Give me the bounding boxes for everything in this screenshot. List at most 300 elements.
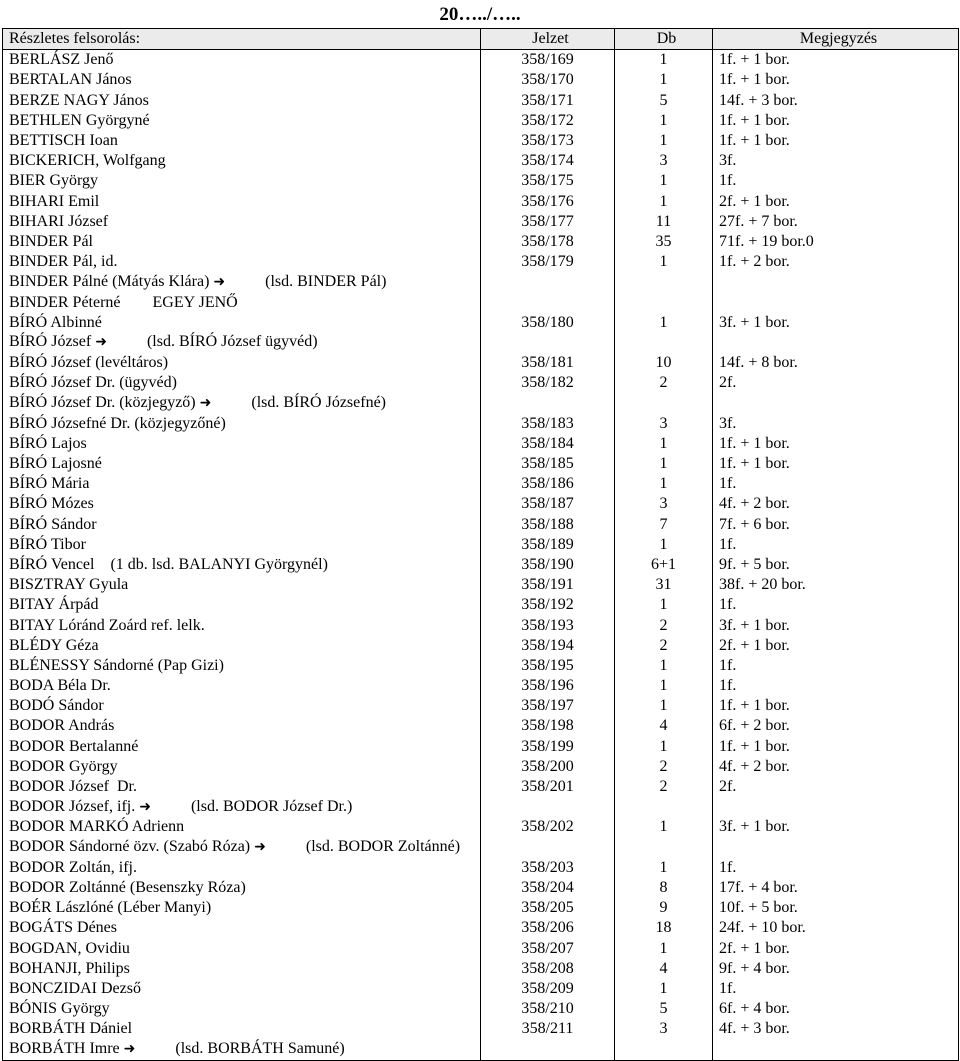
cell-name bbox=[3, 716, 481, 736]
table-row bbox=[3, 232, 959, 252]
cell-name bbox=[3, 111, 481, 131]
cell-megjegyzes bbox=[713, 1039, 959, 1060]
table-row bbox=[3, 1019, 959, 1039]
entry-name: BICKERICH, Wolfgang bbox=[9, 152, 166, 170]
cell-jelzet: 358/206 bbox=[481, 918, 615, 938]
table-row bbox=[3, 131, 959, 151]
table-row bbox=[3, 494, 959, 514]
entry-name: BINDER Pál, id. bbox=[9, 253, 118, 271]
cell-db: 4 bbox=[615, 959, 713, 979]
cell-db bbox=[615, 838, 713, 858]
cell-name bbox=[3, 938, 481, 958]
cell-megjegyzes: 4f. + 2 bor. bbox=[713, 757, 959, 777]
cell-megjegyzes: 1f. + 1 bor. bbox=[713, 434, 959, 454]
cell-db: 1 bbox=[615, 676, 713, 696]
arrow-right-icon: ➜ bbox=[213, 274, 226, 290]
cell-name bbox=[3, 1039, 481, 1060]
cell-megjegyzes: 24f. + 10 bor. bbox=[713, 918, 959, 938]
table-row bbox=[3, 797, 959, 817]
entry-name: BERTALAN János bbox=[9, 71, 132, 89]
cell-db: 11 bbox=[615, 212, 713, 232]
cell-jelzet: 358/184 bbox=[481, 434, 615, 454]
cross-reference: (lsd. BÍRÓ József ügyvéd) bbox=[146, 333, 318, 351]
cell-name bbox=[3, 434, 481, 454]
table-row bbox=[3, 111, 959, 131]
cell-name bbox=[3, 192, 481, 212]
cell-jelzet bbox=[481, 292, 615, 312]
cell-megjegyzes: 14f. + 8 bor. bbox=[713, 353, 959, 373]
cell-megjegyzes: 7f. + 6 bor. bbox=[713, 515, 959, 535]
cell-db: 2 bbox=[615, 615, 713, 635]
cell-name bbox=[3, 656, 481, 676]
arrow-right-icon: ➜ bbox=[254, 840, 266, 856]
cell-name bbox=[3, 212, 481, 232]
table-row bbox=[3, 434, 959, 454]
table-row bbox=[3, 555, 959, 575]
cell-megjegyzes: 1f. + 1 bor. bbox=[713, 454, 959, 474]
table-row bbox=[3, 313, 959, 333]
cell-name bbox=[3, 131, 481, 151]
cell-jelzet: 358/201 bbox=[481, 777, 615, 797]
entry-name: BETTISCH Ioan bbox=[9, 132, 118, 150]
cell-jelzet: 358/199 bbox=[481, 737, 615, 757]
cell-name bbox=[3, 777, 481, 797]
entry-name: BIHARI József bbox=[9, 212, 109, 230]
cell-name bbox=[3, 171, 481, 191]
cell-db: 1 bbox=[615, 979, 713, 999]
cell-db: 1 bbox=[615, 192, 713, 212]
cell-jelzet: 358/205 bbox=[481, 898, 615, 918]
cell-megjegyzes: 1f. + 1 bor. bbox=[713, 70, 959, 90]
table-row bbox=[3, 212, 959, 232]
table-row bbox=[3, 151, 959, 171]
entry-name: BINDER Pálné (Mátyás Klára) bbox=[9, 272, 210, 290]
cell-megjegyzes: 1f. bbox=[713, 858, 959, 878]
cell-megjegyzes: 2f. bbox=[713, 777, 959, 797]
cell-name bbox=[3, 918, 481, 938]
arrow-right-icon: ➜ bbox=[199, 395, 212, 411]
table-row bbox=[3, 636, 959, 656]
cell-name bbox=[3, 676, 481, 696]
cell-name bbox=[3, 575, 481, 595]
inventory-table bbox=[2, 28, 959, 1061]
cell-name bbox=[3, 636, 481, 656]
table-row bbox=[3, 878, 959, 898]
page-year-heading: 20…../….. bbox=[439, 4, 521, 25]
cell-megjegyzes: 2f. bbox=[713, 373, 959, 393]
entry-name: BÍRÓ Lajos bbox=[9, 434, 87, 452]
entry-name: BINDER Péterné EGEY JENŐ bbox=[9, 293, 238, 311]
cell-name bbox=[3, 555, 481, 575]
cell-name bbox=[3, 494, 481, 514]
table-row bbox=[3, 696, 959, 716]
table-row bbox=[3, 171, 959, 191]
cell-jelzet: 358/202 bbox=[481, 817, 615, 837]
cell-jelzet: 358/190 bbox=[481, 555, 615, 575]
table-row bbox=[3, 858, 959, 878]
cell-db: 1 bbox=[615, 171, 713, 191]
cell-db: 18 bbox=[615, 918, 713, 938]
entry-name: BODOR András bbox=[9, 717, 115, 735]
cell-db bbox=[615, 797, 713, 817]
entry-name: BODOR Bertalanné bbox=[9, 737, 139, 755]
cell-db: 1 bbox=[615, 696, 713, 716]
cell-megjegyzes: 1f. bbox=[713, 595, 959, 615]
cell-jelzet: 358/197 bbox=[481, 696, 615, 716]
cell-db: 1 bbox=[615, 737, 713, 757]
entry-name: BODOR József Dr. bbox=[9, 778, 137, 796]
cell-db: 1 bbox=[615, 474, 713, 494]
entry-name: BÍRÓ Lajosné bbox=[9, 455, 102, 473]
cell-jelzet bbox=[481, 272, 615, 292]
table-row bbox=[3, 70, 959, 90]
cell-megjegyzes: 9f. + 5 bor. bbox=[713, 555, 959, 575]
cell-db: 3 bbox=[615, 1019, 713, 1039]
cell-megjegyzes: 2f. + 1 bor. bbox=[713, 636, 959, 656]
cell-megjegyzes: 2f. + 1 bor. bbox=[713, 938, 959, 958]
cell-name bbox=[3, 838, 481, 858]
cell-jelzet: 358/177 bbox=[481, 212, 615, 232]
entry-name: BODÓ Sándor bbox=[9, 697, 104, 715]
entry-name: BISZTRAY Gyula bbox=[9, 576, 129, 594]
cell-name bbox=[3, 817, 481, 837]
entry-name: BORBÁTH Imre bbox=[9, 1039, 120, 1057]
entry-name: BODOR Sándorné özv. (Szabó Róza) bbox=[9, 838, 251, 856]
table-row bbox=[3, 454, 959, 474]
cell-db bbox=[615, 393, 713, 413]
cell-megjegyzes bbox=[713, 393, 959, 413]
cell-jelzet: 358/178 bbox=[481, 232, 615, 252]
cross-reference: (lsd. BODOR Zoltánné) bbox=[305, 838, 461, 856]
cell-name bbox=[3, 333, 481, 353]
cell-db: 4 bbox=[615, 716, 713, 736]
cell-megjegyzes: 27f. + 7 bor. bbox=[713, 212, 959, 232]
cell-jelzet: 358/183 bbox=[481, 414, 615, 434]
cross-reference: (lsd. BÍRÓ Józsefné) bbox=[251, 393, 386, 411]
cell-db: 1 bbox=[615, 131, 713, 151]
cell-name bbox=[3, 272, 481, 292]
entry-name: BÍRÓ József bbox=[9, 333, 92, 351]
cell-megjegyzes: 1f. bbox=[713, 535, 959, 555]
cell-db: 9 bbox=[615, 898, 713, 918]
cell-megjegyzes: 1f. + 1 bor. bbox=[713, 50, 959, 71]
cell-jelzet: 358/172 bbox=[481, 111, 615, 131]
cross-reference: (lsd. BINDER Pál) bbox=[265, 272, 387, 290]
table-row bbox=[3, 292, 959, 312]
cell-jelzet: 358/173 bbox=[481, 131, 615, 151]
cell-jelzet: 358/187 bbox=[481, 494, 615, 514]
cell-name bbox=[3, 797, 481, 817]
cell-megjegyzes: 1f. + 1 bor. bbox=[713, 696, 959, 716]
entry-name: BOGÁTS Dénes bbox=[9, 919, 117, 937]
cell-jelzet: 358/179 bbox=[481, 252, 615, 272]
cell-db: 7 bbox=[615, 515, 713, 535]
cell-name bbox=[3, 615, 481, 635]
cell-name bbox=[3, 414, 481, 434]
cell-db: 1 bbox=[615, 50, 713, 71]
table-row bbox=[3, 373, 959, 393]
cell-db: 1 bbox=[615, 111, 713, 131]
cell-jelzet: 358/180 bbox=[481, 313, 615, 333]
arrow-right-icon: ➜ bbox=[139, 799, 151, 815]
entry-name: BÍRÓ Albinné bbox=[9, 313, 102, 331]
table-row bbox=[3, 595, 959, 615]
table-row bbox=[3, 959, 959, 979]
entry-name: BORBÁTH Dániel bbox=[9, 1020, 133, 1038]
table-row bbox=[3, 716, 959, 736]
cell-db: 3 bbox=[615, 494, 713, 514]
cell-jelzet: 358/195 bbox=[481, 656, 615, 676]
table-row bbox=[3, 615, 959, 635]
entry-name: BODOR József, ifj. bbox=[9, 797, 136, 815]
entry-name: BLÉDY Géza bbox=[9, 636, 99, 654]
entry-name: BETHLEN Györgyné bbox=[9, 111, 150, 129]
cell-name bbox=[3, 70, 481, 90]
cell-jelzet: 358/182 bbox=[481, 373, 615, 393]
cell-jelzet: 358/203 bbox=[481, 858, 615, 878]
table-row bbox=[3, 515, 959, 535]
table-row bbox=[3, 393, 959, 413]
cell-name bbox=[3, 292, 481, 312]
table-row bbox=[3, 474, 959, 494]
cell-megjegyzes: 3f. + 1 bor. bbox=[713, 313, 959, 333]
entry-name: BÍRÓ Tibor bbox=[9, 535, 86, 553]
cell-name bbox=[3, 737, 481, 757]
table-header bbox=[3, 29, 959, 50]
table-row bbox=[3, 414, 959, 434]
cell-megjegyzes: 3f. bbox=[713, 151, 959, 171]
cell-jelzet: 358/176 bbox=[481, 192, 615, 212]
table-row bbox=[3, 333, 959, 353]
cell-name bbox=[3, 393, 481, 413]
cell-name bbox=[3, 1019, 481, 1039]
cell-jelzet: 358/194 bbox=[481, 636, 615, 656]
table-row bbox=[3, 272, 959, 292]
cell-megjegyzes: 1f. bbox=[713, 676, 959, 696]
cross-reference: (lsd. BORBÁTH Samuné) bbox=[175, 1039, 345, 1057]
entry-name: BÍRÓ Józsefné Dr. (közjegyzőné) bbox=[9, 414, 226, 432]
cell-jelzet: 358/174 bbox=[481, 151, 615, 171]
cell-megjegyzes bbox=[713, 838, 959, 858]
table-row bbox=[3, 938, 959, 958]
cell-db: 1 bbox=[615, 434, 713, 454]
cell-jelzet: 358/171 bbox=[481, 91, 615, 111]
table-row bbox=[3, 918, 959, 938]
table-row bbox=[3, 999, 959, 1019]
entry-name: BODOR Zoltán, ifj. bbox=[9, 858, 137, 876]
table-row bbox=[3, 777, 959, 797]
table-row bbox=[3, 979, 959, 999]
cell-name bbox=[3, 91, 481, 111]
cell-name bbox=[3, 959, 481, 979]
cell-db: 5 bbox=[615, 999, 713, 1019]
cell-db: 1 bbox=[615, 252, 713, 272]
table-row bbox=[3, 1039, 959, 1060]
cell-db: 1 bbox=[615, 938, 713, 958]
cell-name bbox=[3, 313, 481, 333]
cell-db: 1 bbox=[615, 313, 713, 333]
entry-name: BÍRÓ Vencel (1 db. lsd. BALANYI Györgynél) bbox=[9, 555, 328, 573]
cell-name bbox=[3, 757, 481, 777]
cell-megjegyzes: 1f. bbox=[713, 474, 959, 494]
table-row bbox=[3, 535, 959, 555]
table-row bbox=[3, 353, 959, 373]
cell-jelzet: 358/207 bbox=[481, 938, 615, 958]
cell-db: 3 bbox=[615, 414, 713, 434]
cell-db: 8 bbox=[615, 878, 713, 898]
entry-name: BERZE NAGY János bbox=[9, 91, 149, 109]
cell-name bbox=[3, 696, 481, 716]
cell-db: 2 bbox=[615, 636, 713, 656]
cell-name bbox=[3, 373, 481, 393]
table-row bbox=[3, 838, 959, 858]
cell-jelzet: 358/200 bbox=[481, 757, 615, 777]
entry-name: BODA Béla Dr. bbox=[9, 677, 111, 695]
cell-db: 31 bbox=[615, 575, 713, 595]
column-header-jelzet: Jelzet bbox=[481, 29, 615, 50]
cell-megjegyzes: 1f. + 1 bor. bbox=[713, 111, 959, 131]
entry-name: BÓNIS György bbox=[9, 1000, 110, 1018]
cell-db bbox=[615, 1039, 713, 1060]
entry-name: BODOR Zoltánné (Besenszky Róza) bbox=[9, 878, 246, 896]
entry-name: BERLÁSZ Jenő bbox=[9, 51, 114, 69]
cell-jelzet: 358/204 bbox=[481, 878, 615, 898]
cell-db: 1 bbox=[615, 70, 713, 90]
entry-name: BOGDAN, Ovidiu bbox=[9, 939, 130, 957]
table-row bbox=[3, 676, 959, 696]
table-row bbox=[3, 575, 959, 595]
cell-name bbox=[3, 252, 481, 272]
cell-megjegyzes: 3f. + 1 bor. bbox=[713, 615, 959, 635]
arrow-right-icon: ➜ bbox=[95, 335, 107, 351]
entry-name: BÍRÓ Mózes bbox=[9, 495, 94, 513]
cell-megjegyzes: 4f. + 3 bor. bbox=[713, 1019, 959, 1039]
cell-megjegyzes: 1f. bbox=[713, 979, 959, 999]
cell-megjegyzes: 3f. bbox=[713, 414, 959, 434]
arrow-right-icon: ➜ bbox=[123, 1041, 136, 1057]
cell-jelzet bbox=[481, 1039, 615, 1060]
cell-megjegyzes: 6f. + 2 bor. bbox=[713, 716, 959, 736]
cell-db: 2 bbox=[615, 757, 713, 777]
entry-name: BOÉR Lászlóné (Léber Manyi) bbox=[9, 899, 212, 917]
cell-name bbox=[3, 979, 481, 999]
cell-name bbox=[3, 353, 481, 373]
column-header-megjegyzes: Megjegyzés bbox=[713, 29, 959, 50]
entry-name: BONCZIDAI Dezső bbox=[9, 979, 141, 997]
cell-jelzet bbox=[481, 797, 615, 817]
cell-megjegyzes: 1f. + 1 bor. bbox=[713, 131, 959, 151]
cell-jelzet: 358/208 bbox=[481, 959, 615, 979]
cell-name bbox=[3, 151, 481, 171]
entry-name: BODOR MARKÓ Adrienn bbox=[9, 818, 185, 836]
cell-megjegyzes: 1f. + 1 bor. bbox=[713, 737, 959, 757]
cell-megjegyzes bbox=[713, 333, 959, 353]
cell-jelzet: 358/196 bbox=[481, 676, 615, 696]
cell-db: 10 bbox=[615, 353, 713, 373]
table-row bbox=[3, 91, 959, 111]
cell-db: 1 bbox=[615, 535, 713, 555]
cell-db bbox=[615, 272, 713, 292]
entry-name: BINDER Pál bbox=[9, 232, 93, 250]
cell-megjegyzes: 10f. + 5 bor. bbox=[713, 898, 959, 918]
entry-name: BÍRÓ József Dr. (közjegyző) bbox=[9, 393, 196, 411]
cell-megjegyzes bbox=[713, 797, 959, 817]
cell-db: 1 bbox=[615, 817, 713, 837]
cell-jelzet: 358/185 bbox=[481, 454, 615, 474]
cell-jelzet: 358/170 bbox=[481, 70, 615, 90]
cell-jelzet: 358/181 bbox=[481, 353, 615, 373]
cell-megjegyzes: 9f. + 4 bor. bbox=[713, 959, 959, 979]
cell-megjegyzes: 2f. + 1 bor. bbox=[713, 192, 959, 212]
cell-megjegyzes: 38f. + 20 bor. bbox=[713, 575, 959, 595]
cell-jelzet: 358/175 bbox=[481, 171, 615, 191]
cell-megjegyzes bbox=[713, 292, 959, 312]
table-body bbox=[3, 50, 959, 1060]
cell-db: 1 bbox=[615, 454, 713, 474]
table-row bbox=[3, 737, 959, 757]
entry-name: BOHANJI, Philips bbox=[9, 959, 130, 977]
table-row bbox=[3, 898, 959, 918]
cell-db: 5 bbox=[615, 91, 713, 111]
cell-name bbox=[3, 999, 481, 1019]
entry-name: BIER György bbox=[9, 172, 99, 190]
cell-name bbox=[3, 474, 481, 494]
cell-megjegyzes: 71f. + 19 bor.0 bbox=[713, 232, 959, 252]
cell-megjegyzes bbox=[713, 272, 959, 292]
entry-name: BÍRÓ József (levéltáros) bbox=[9, 354, 169, 372]
cell-megjegyzes: 3f. + 1 bor. bbox=[713, 817, 959, 837]
cell-db: 2 bbox=[615, 373, 713, 393]
cell-db: 3 bbox=[615, 151, 713, 171]
table-row bbox=[3, 757, 959, 777]
cell-megjegyzes: 4f. + 2 bor. bbox=[713, 494, 959, 514]
cell-name bbox=[3, 50, 481, 71]
table-row bbox=[3, 252, 959, 272]
entry-name: BITAY Árpád bbox=[9, 596, 99, 614]
cell-name bbox=[3, 898, 481, 918]
cell-name bbox=[3, 858, 481, 878]
cell-name bbox=[3, 515, 481, 535]
cell-megjegyzes: 14f. + 3 bor. bbox=[713, 91, 959, 111]
cell-db: 1 bbox=[615, 656, 713, 676]
cell-db bbox=[615, 292, 713, 312]
table-row bbox=[3, 817, 959, 837]
cross-reference: (lsd. BODOR József Dr.) bbox=[190, 797, 353, 815]
cell-db: 1 bbox=[615, 858, 713, 878]
table-row bbox=[3, 192, 959, 212]
cell-db: 35 bbox=[615, 232, 713, 252]
entry-name: BÍRÓ Mária bbox=[9, 475, 90, 493]
cell-name bbox=[3, 454, 481, 474]
cell-megjegyzes: 1f. bbox=[713, 171, 959, 191]
cell-jelzet bbox=[481, 838, 615, 858]
cell-jelzet bbox=[481, 393, 615, 413]
table-row bbox=[3, 656, 959, 676]
cell-name bbox=[3, 595, 481, 615]
cell-megjegyzes: 1f. bbox=[713, 656, 959, 676]
cell-jelzet: 358/210 bbox=[481, 999, 615, 1019]
cell-jelzet: 358/193 bbox=[481, 615, 615, 635]
cell-jelzet: 358/189 bbox=[481, 535, 615, 555]
cell-name bbox=[3, 535, 481, 555]
cell-db bbox=[615, 333, 713, 353]
cell-megjegyzes: 17f. + 4 bor. bbox=[713, 878, 959, 898]
cell-db: 2 bbox=[615, 777, 713, 797]
table-row bbox=[3, 50, 959, 71]
cell-jelzet: 358/169 bbox=[481, 50, 615, 71]
cell-name bbox=[3, 232, 481, 252]
cell-jelzet: 358/209 bbox=[481, 979, 615, 999]
